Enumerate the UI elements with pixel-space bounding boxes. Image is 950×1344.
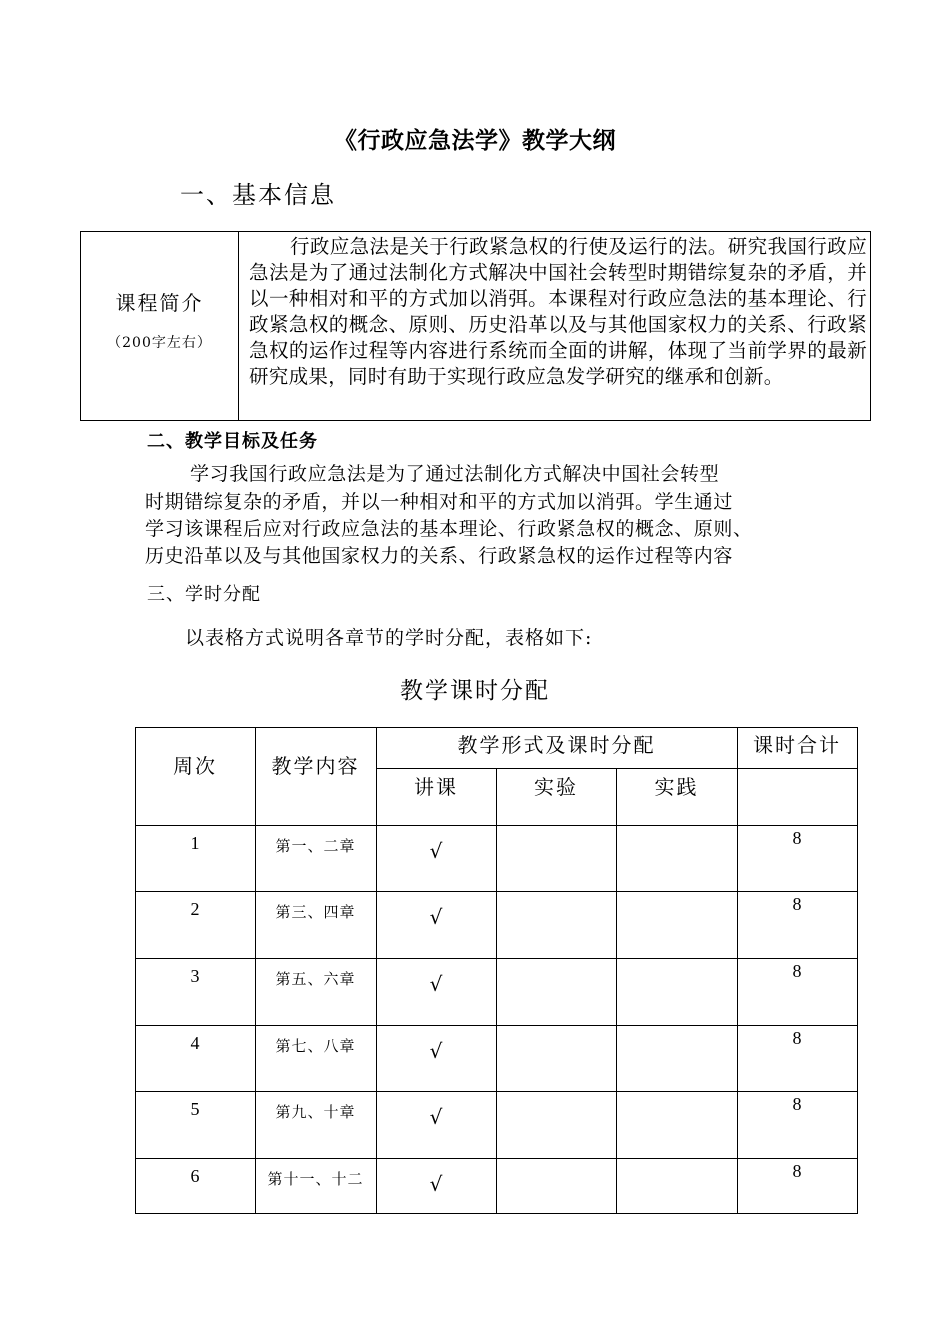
header-lab: 实验 [534, 775, 578, 799]
section-goals-heading: 二、教学目标及任务 [147, 431, 318, 452]
lecture-check-cell: √ [429, 1105, 443, 1129]
grid-line [376, 727, 377, 1214]
chapter-cell: 第七、八章 [275, 1037, 356, 1055]
header-week: 周次 [173, 754, 217, 778]
total-hours-cell: 8 [792, 828, 802, 848]
grid-line [616, 768, 617, 1214]
week-cell: 2 [190, 899, 200, 919]
section-hours-text: 以表格方式说明各章节的学时分配，表格如下: [185, 627, 593, 649]
lecture-check-cell: √ [429, 972, 443, 996]
grid-line [496, 768, 497, 1214]
chapter-cell: 第五、六章 [275, 970, 356, 988]
total-hours-cell: 8 [792, 1161, 802, 1181]
goals-paragraph-line: 时期错综复杂的矛盾，并以一种相对和平的方式加以消弭。学生通过 [145, 491, 734, 513]
section-hours-heading: 三、学时分配 [147, 584, 261, 605]
header-teaching-form: 教学形式及课时分配 [457, 733, 656, 757]
header-lecture: 讲课 [414, 775, 458, 799]
total-hours-cell: 8 [792, 1028, 802, 1048]
schedule-table-title: 教学课时分配 [400, 678, 550, 704]
document-title: 《行政应急法学》教学大纲 [334, 127, 616, 154]
lecture-check-cell: √ [429, 839, 443, 863]
goals-paragraph-line: 学习我国行政应急法是为了通过法制化方式解决中国社会转型 [190, 463, 720, 485]
chapter-cell: 第三、四章 [275, 903, 356, 921]
header-content: 教学内容 [271, 754, 360, 778]
section-basic-info-heading: 一、基本信息 [180, 181, 336, 209]
week-cell: 6 [190, 1166, 200, 1186]
total-hours-cell: 8 [792, 1094, 802, 1114]
total-hours-cell: 8 [792, 894, 802, 914]
chapter-cell: 第一、二章 [275, 837, 356, 855]
chapter-cell: 第十一、十二 [267, 1170, 364, 1188]
lecture-check-cell: √ [429, 1039, 443, 1063]
week-cell: 3 [190, 966, 200, 986]
lecture-check-cell: √ [429, 1172, 443, 1196]
chapter-cell: 第九、十章 [275, 1103, 356, 1121]
week-cell: 5 [190, 1099, 200, 1119]
header-practice: 实践 [654, 775, 699, 799]
course-intro-label: 课程简介 [115, 291, 204, 315]
lecture-check-cell: √ [429, 905, 443, 929]
grid-line [857, 727, 858, 1214]
total-hours-cell: 8 [792, 961, 802, 981]
goals-paragraph-line: 学习该课程后应对行政应急法的基本理论、行政紧急权的概念、原则、 [145, 518, 753, 540]
grid-line [135, 727, 858, 728]
course-intro-note: （200字左右） [107, 335, 212, 351]
course-intro-text: 行政应急法是关于行政紧急权的行使及运行的法。研究我国行政应急法是为了通过法制化方式解决中国社会转型时期错综复杂的矛盾，并以一种相对和平的方式加以消弭。本课程对行政应急法的基本理论、行政紧急权的概念、原则、历史沿革以及与其他国家权力的关系、行政紧急权的运作过程等内容进行系统而全面的讲解，体现了当前学界的最新研究成果，同时有助于实现行政应急发学研究的继承和创新。 [249, 235, 867, 388]
goals-paragraph-line: 历史沿革以及与其他国家权力的关系、行政紧急权的运作过程等内容 [145, 545, 734, 567]
week-cell: 1 [190, 833, 200, 853]
week-cell: 4 [190, 1033, 200, 1053]
header-total-hours: 课时合计 [753, 733, 841, 757]
grid-line [376, 768, 858, 769]
